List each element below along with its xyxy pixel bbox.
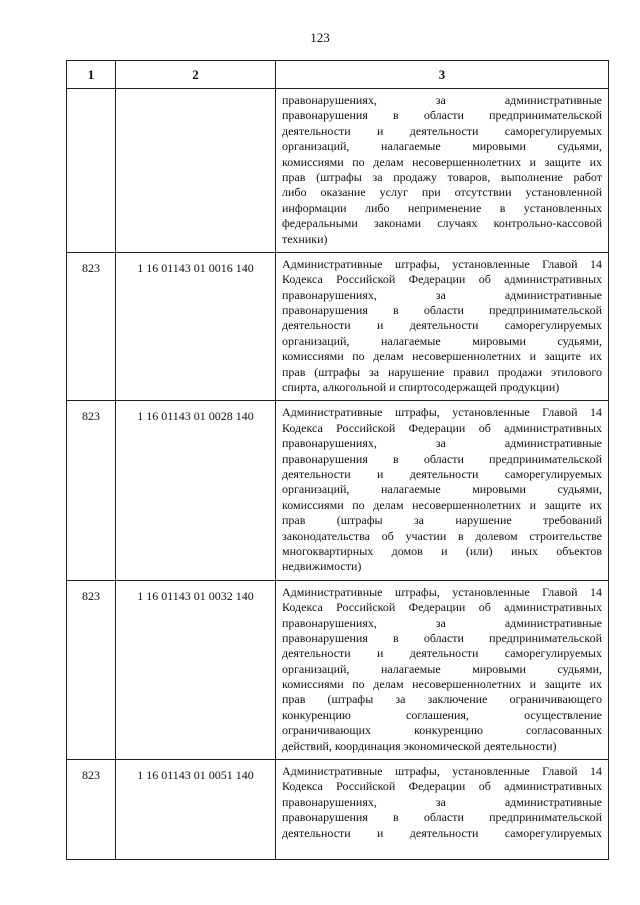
description-line: прав (штрафы за заключение ограничивающего (282, 692, 602, 707)
table-row (67, 89, 609, 253)
admin-code-cell: 823 (67, 252, 116, 401)
description-line: федеральными законами случаях контрольно-кассовой (282, 216, 602, 231)
description-line: деятельности и деятельности саморегулируемых (282, 123, 602, 138)
description-line: прав (штрафы за нарушение требований (282, 513, 602, 528)
header-col-3: 3 (276, 61, 609, 89)
description-line: Кодекса Российской Федерации об административных (282, 600, 602, 615)
description-line: прав (штрафы за продажу товаров, выполнение работ (282, 169, 602, 184)
description-line: правонарушения в области предпринимательской (282, 303, 602, 318)
description-line: правонарушениях, за административные (282, 93, 602, 107)
description-line: организаций, налагаемые мировыми судьями, (282, 333, 602, 348)
description-cell (276, 580, 609, 759)
description-line: деятельности и деятельности саморегулируемых (282, 825, 602, 840)
description-line: Кодекса Российской Федерации об административных (282, 272, 602, 287)
table-row (67, 580, 609, 759)
description-line: комиссиями по делам несовершеннолетних и защите их (282, 497, 602, 512)
description-line: комиссиями по делам несовершеннолетних и защите их (282, 349, 602, 364)
description-line: правонарушения в области предпринимательской (282, 810, 602, 825)
description-line: Административные штрафы, установленные Главой 14 (282, 764, 602, 779)
description-line: комиссиями по делам несовершеннолетних и защите их (282, 154, 602, 169)
description-line: правонарушения в области предпринимательской (282, 451, 602, 466)
header-row (67, 61, 609, 89)
description-cell (276, 252, 609, 401)
description-line: правонарушениях, за административные (282, 287, 602, 302)
description-line: организаций, налагаемые мировыми судьями, (282, 139, 602, 154)
kbk-code-cell: 1 16 01143 01 0051 140 (116, 760, 276, 860)
description-line: информации либо неприменение в установленных (282, 200, 602, 215)
description-line: правонарушениях, за административные (282, 794, 602, 809)
table-row (67, 252, 609, 401)
kbk-code-cell (116, 89, 276, 253)
description-line: Административные штрафы, установленные Главой 14 (282, 256, 602, 271)
kbk-code-cell: 1 16 01143 01 0028 140 (116, 401, 276, 580)
description-line: организаций, налагаемые мировыми судьями, (282, 482, 602, 497)
description-line: правонарушениях, за административные (282, 436, 602, 451)
description-cell (276, 401, 609, 580)
description-line: организаций, налагаемые мировыми судьями, (282, 661, 602, 676)
description-line: деятельности и деятельности саморегулируемых (282, 646, 602, 661)
description-line: правонарушения в области предпринимательской (282, 108, 602, 123)
description-line: комиссиями по делам несовершеннолетних и защите их (282, 677, 602, 692)
table-row (67, 760, 609, 860)
admin-code-cell (67, 89, 116, 253)
description-line: конкуренцию соглашения, осуществление (282, 707, 602, 722)
kbk-code-cell: 1 16 01143 01 0032 140 (116, 580, 276, 759)
description-line: Административные штрафы, установленные Главой 14 (282, 584, 602, 599)
description-line: деятельности и деятельности саморегулируемых (282, 318, 602, 333)
description-line: техники) (282, 231, 328, 246)
description-line: Административные штрафы, установленные Главой 14 (282, 405, 602, 420)
budget-codes-table (66, 60, 609, 860)
description-line: ограничивающих конкуренцию согласованных (282, 723, 602, 738)
description-cell (276, 89, 609, 253)
page-number: 123 (310, 30, 330, 45)
description-line: либо оказание услуг при отсутствии установленной (282, 185, 602, 200)
description-line: спирта, алкогольной и спиртосодержащей продукции) (282, 380, 560, 395)
description-cell (276, 760, 609, 860)
description-line: многоквартирных домов и (или) иных объектов (282, 543, 602, 558)
description-line: деятельности и деятельности саморегулируемых (282, 466, 602, 481)
description-line: правонарушениях, за административные (282, 615, 602, 630)
description-line: недвижимости) (282, 559, 362, 574)
kbk-code-cell: 1 16 01143 01 0016 140 (116, 252, 276, 401)
table-row (67, 401, 609, 580)
admin-code-cell: 823 (67, 760, 116, 860)
description-line: Кодекса Российской Федерации об административных (282, 420, 602, 435)
description-line: действий, координация экономической деятельности) (282, 738, 557, 753)
description-line: правонарушения в области предпринимательской (282, 630, 602, 645)
admin-code-cell: 823 (67, 580, 116, 759)
header-col-2: 2 (116, 61, 276, 89)
description-line: законодательства об участии в долевом строительстве (282, 528, 602, 543)
table-body (67, 89, 609, 860)
description-line: Кодекса Российской Федерации об административных (282, 779, 602, 794)
table-header (67, 61, 609, 89)
header-col-1: 1 (67, 61, 116, 89)
admin-code-cell: 823 (67, 401, 116, 580)
description-line: прав (штрафы за нарушение правил продажи этилового (282, 364, 602, 379)
